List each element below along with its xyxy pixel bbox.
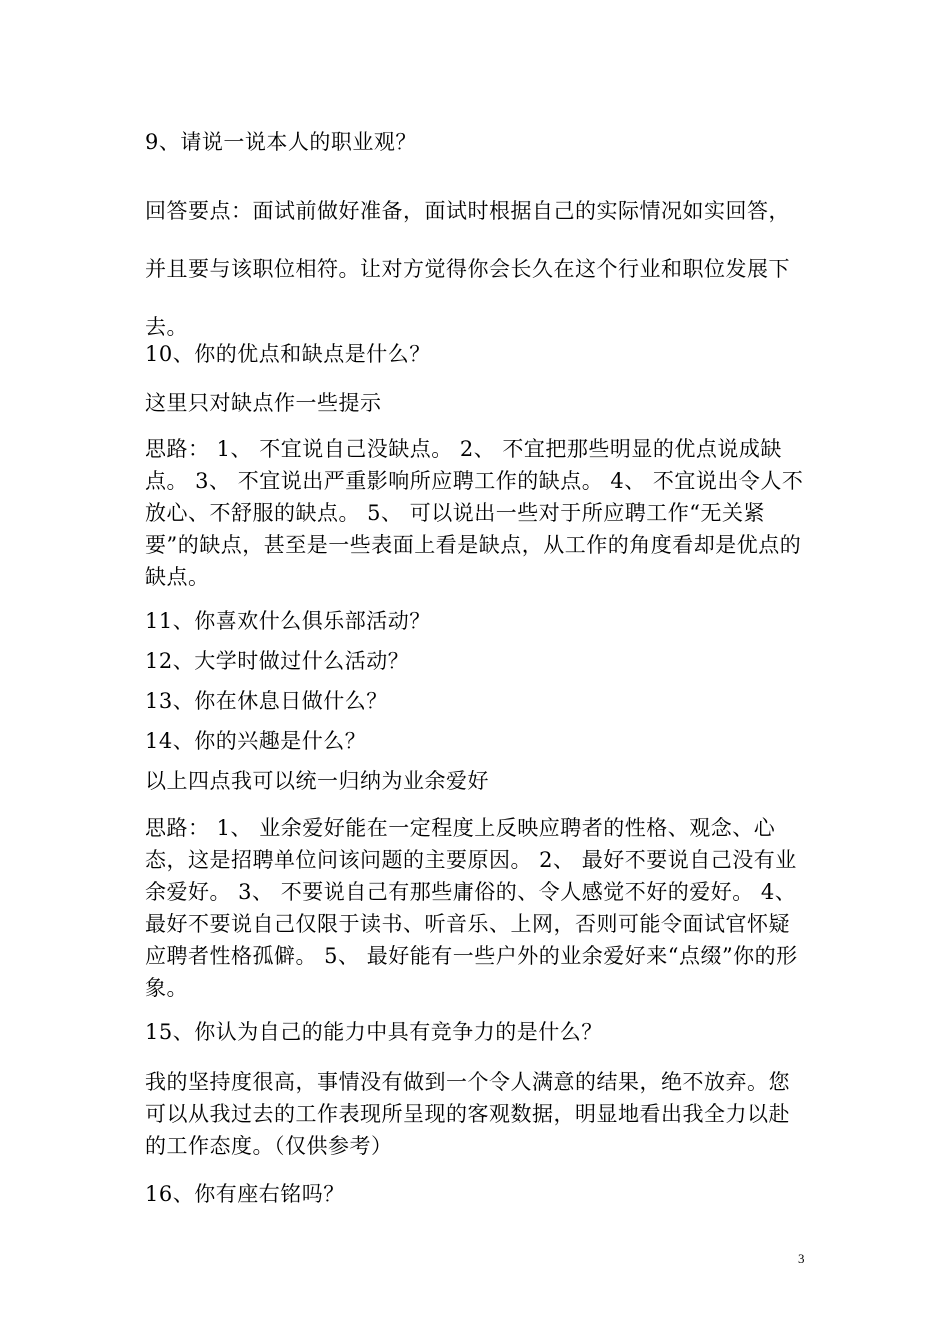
answer-11-14: 思路： 1、 业余爱好能在一定程度上反映应聘者的性格、观念、心态，这是招聘单位问该问题的主要原因。 2、 最好不要说自己没有业余爱好。 3、 不要说自己有那些庸俗的、令人感觉不好的爱好。 4、最好不要说自己仅限于读书、听音乐、上网，否则可能令面试官怀疑应聘者性格孤僻。 5、 最好能有一些户外的业余爱好来“点缀”你的形象。 <box>145 816 798 1000</box>
question-9: 9、请说一说本人的职业观？ <box>145 130 417 154</box>
question-11: 11、你喜欢什么俱乐部活动？ <box>145 609 431 633</box>
question-14: 14、你的兴趣是什么？ <box>145 729 367 753</box>
question-15: 15、你认为自己的能力中具有竞争力的是什么？ <box>145 1020 603 1044</box>
question-12: 12、大学时做过什么活动？ <box>145 649 410 673</box>
note-10: 这里只对缺点作一些提示 <box>145 391 382 415</box>
page-number: 3 <box>798 1251 805 1266</box>
answer-9: 回答要点：面试前做好准备，面试时根据自己的实际情况如实回答，并且要与该职位相符。让对方觉得你会长久在这个行业和职位发展下去。 <box>145 199 790 339</box>
question-10: 10、你的优点和缺点是什么？ <box>145 342 431 366</box>
answer-15: 我的坚持度很高，事情没有做到一个令人满意的结果，绝不放弃。您可以从我过去的工作表现所呈现的客观数据，明显地看出我全力以赴的工作态度。（仅供参考） <box>145 1070 790 1158</box>
answer-10: 思路： 1、 不宜说自己没缺点。 2、 不宜把那些明显的优点说成缺点。 3、 不宜说出严重影响所应聘工作的缺点。 4、 不宜说出令人不放心、不舒服的缺点。 5、 可以说出一些对于所应聘工作“无关紧要”的缺点，甚至是一些表面上看是缺点，从工作的角度看却是优点的缺点。 <box>145 437 804 589</box>
note-11-14: 以上四点我可以统一归纳为业余爱好 <box>145 769 489 793</box>
question-13: 13、你在休息日做什么？ <box>145 689 388 713</box>
question-16: 16、你有座右铭吗？ <box>145 1182 345 1206</box>
